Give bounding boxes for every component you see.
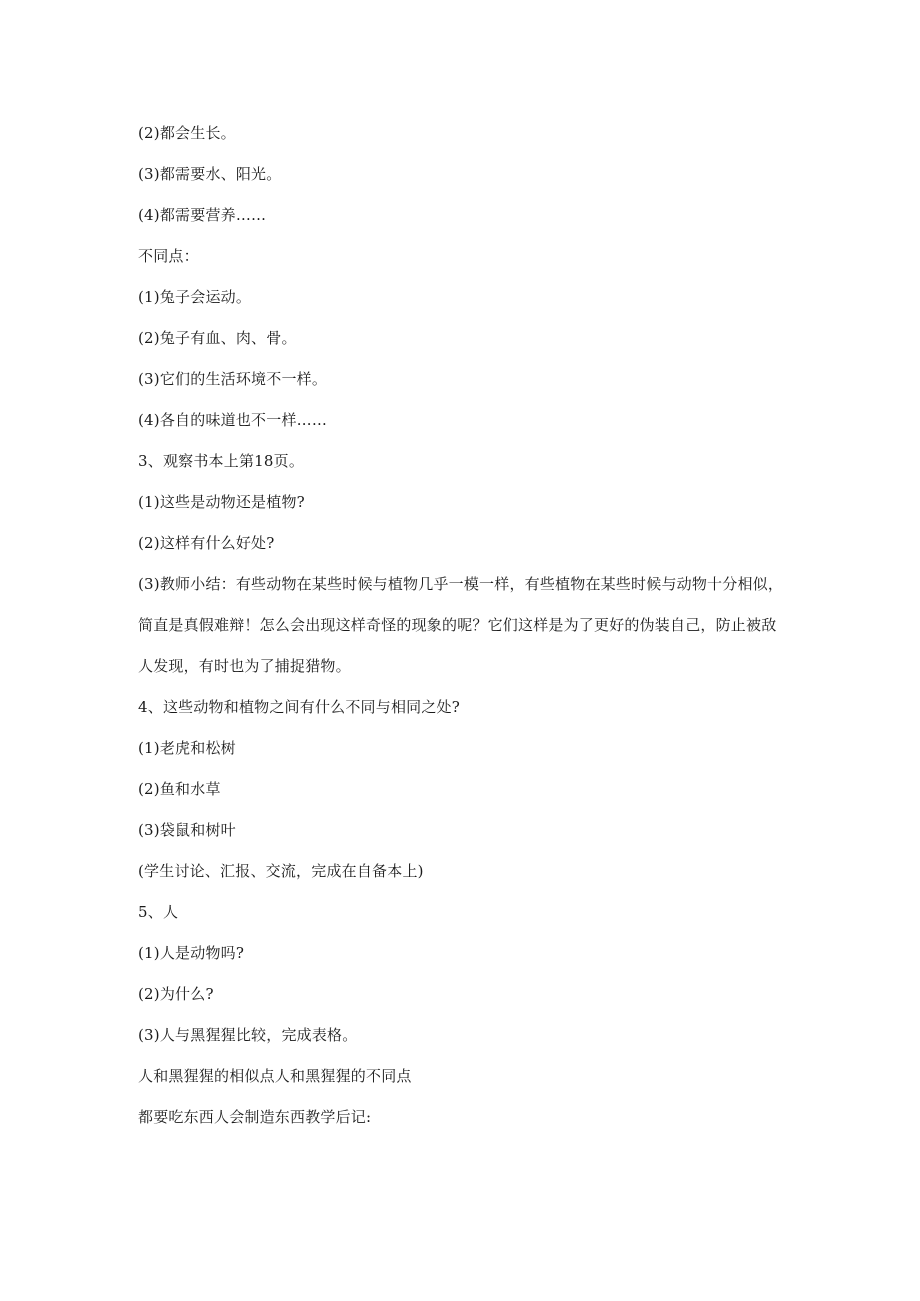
text-line: (3)它们的生活环境不一样。 xyxy=(138,370,328,388)
text-line: (学生讨论、汇报、交流，完成在自备本上) xyxy=(138,862,424,880)
text-line: (4)都需要营养…… xyxy=(138,206,267,224)
text-line: 人发现，有时也为了捕捉猎物。 xyxy=(138,657,351,675)
text-line: (3)人与黑猩猩比较，完成表格。 xyxy=(138,1026,358,1044)
section-heading: 5、人 xyxy=(138,903,179,921)
text-line: 人和黑猩猩的相似点人和黑猩猩的不同点 xyxy=(138,1067,412,1085)
text-line: (3)都需要水、阳光。 xyxy=(138,165,282,183)
text-line: (1)人是动物吗? xyxy=(138,944,245,962)
text-line: (4)各自的味道也不一样…… xyxy=(138,411,328,429)
text-line: (1)这些是动物还是植物? xyxy=(138,493,305,511)
text-line: 简直是真假难辩！怎么会出现这样奇怪的现象的呢？它们这样是为了更好的伪装自己，防止被敌 xyxy=(138,616,777,634)
text-line: (1)兔子会运动。 xyxy=(138,288,252,306)
document-body xyxy=(138,113,798,1138)
text-line: (3)教师小结：有些动物在某些时候与植物几乎一模一样，有些植物在某些时候与动物十分相似， xyxy=(138,575,784,593)
text-line: (2)为什么? xyxy=(138,985,214,1003)
section-heading: 3、观察书本上第18页。 xyxy=(138,452,305,470)
text-line: (2)都会生长。 xyxy=(138,124,236,142)
text-line: (2)鱼和水草 xyxy=(138,780,221,798)
text-line: 都要吃东西人会制造东西教学后记: xyxy=(138,1108,372,1126)
text-line: (2)兔子有血、肉、骨。 xyxy=(138,329,297,347)
section-heading: 不同点： xyxy=(138,247,199,265)
text-line: (2)这样有什么好处? xyxy=(138,534,275,552)
text-line: (3)袋鼠和树叶 xyxy=(138,821,236,839)
section-heading: 4、这些动物和植物之间有什么不同与相同之处? xyxy=(138,698,460,716)
text-line: (1)老虎和松树 xyxy=(138,739,236,757)
